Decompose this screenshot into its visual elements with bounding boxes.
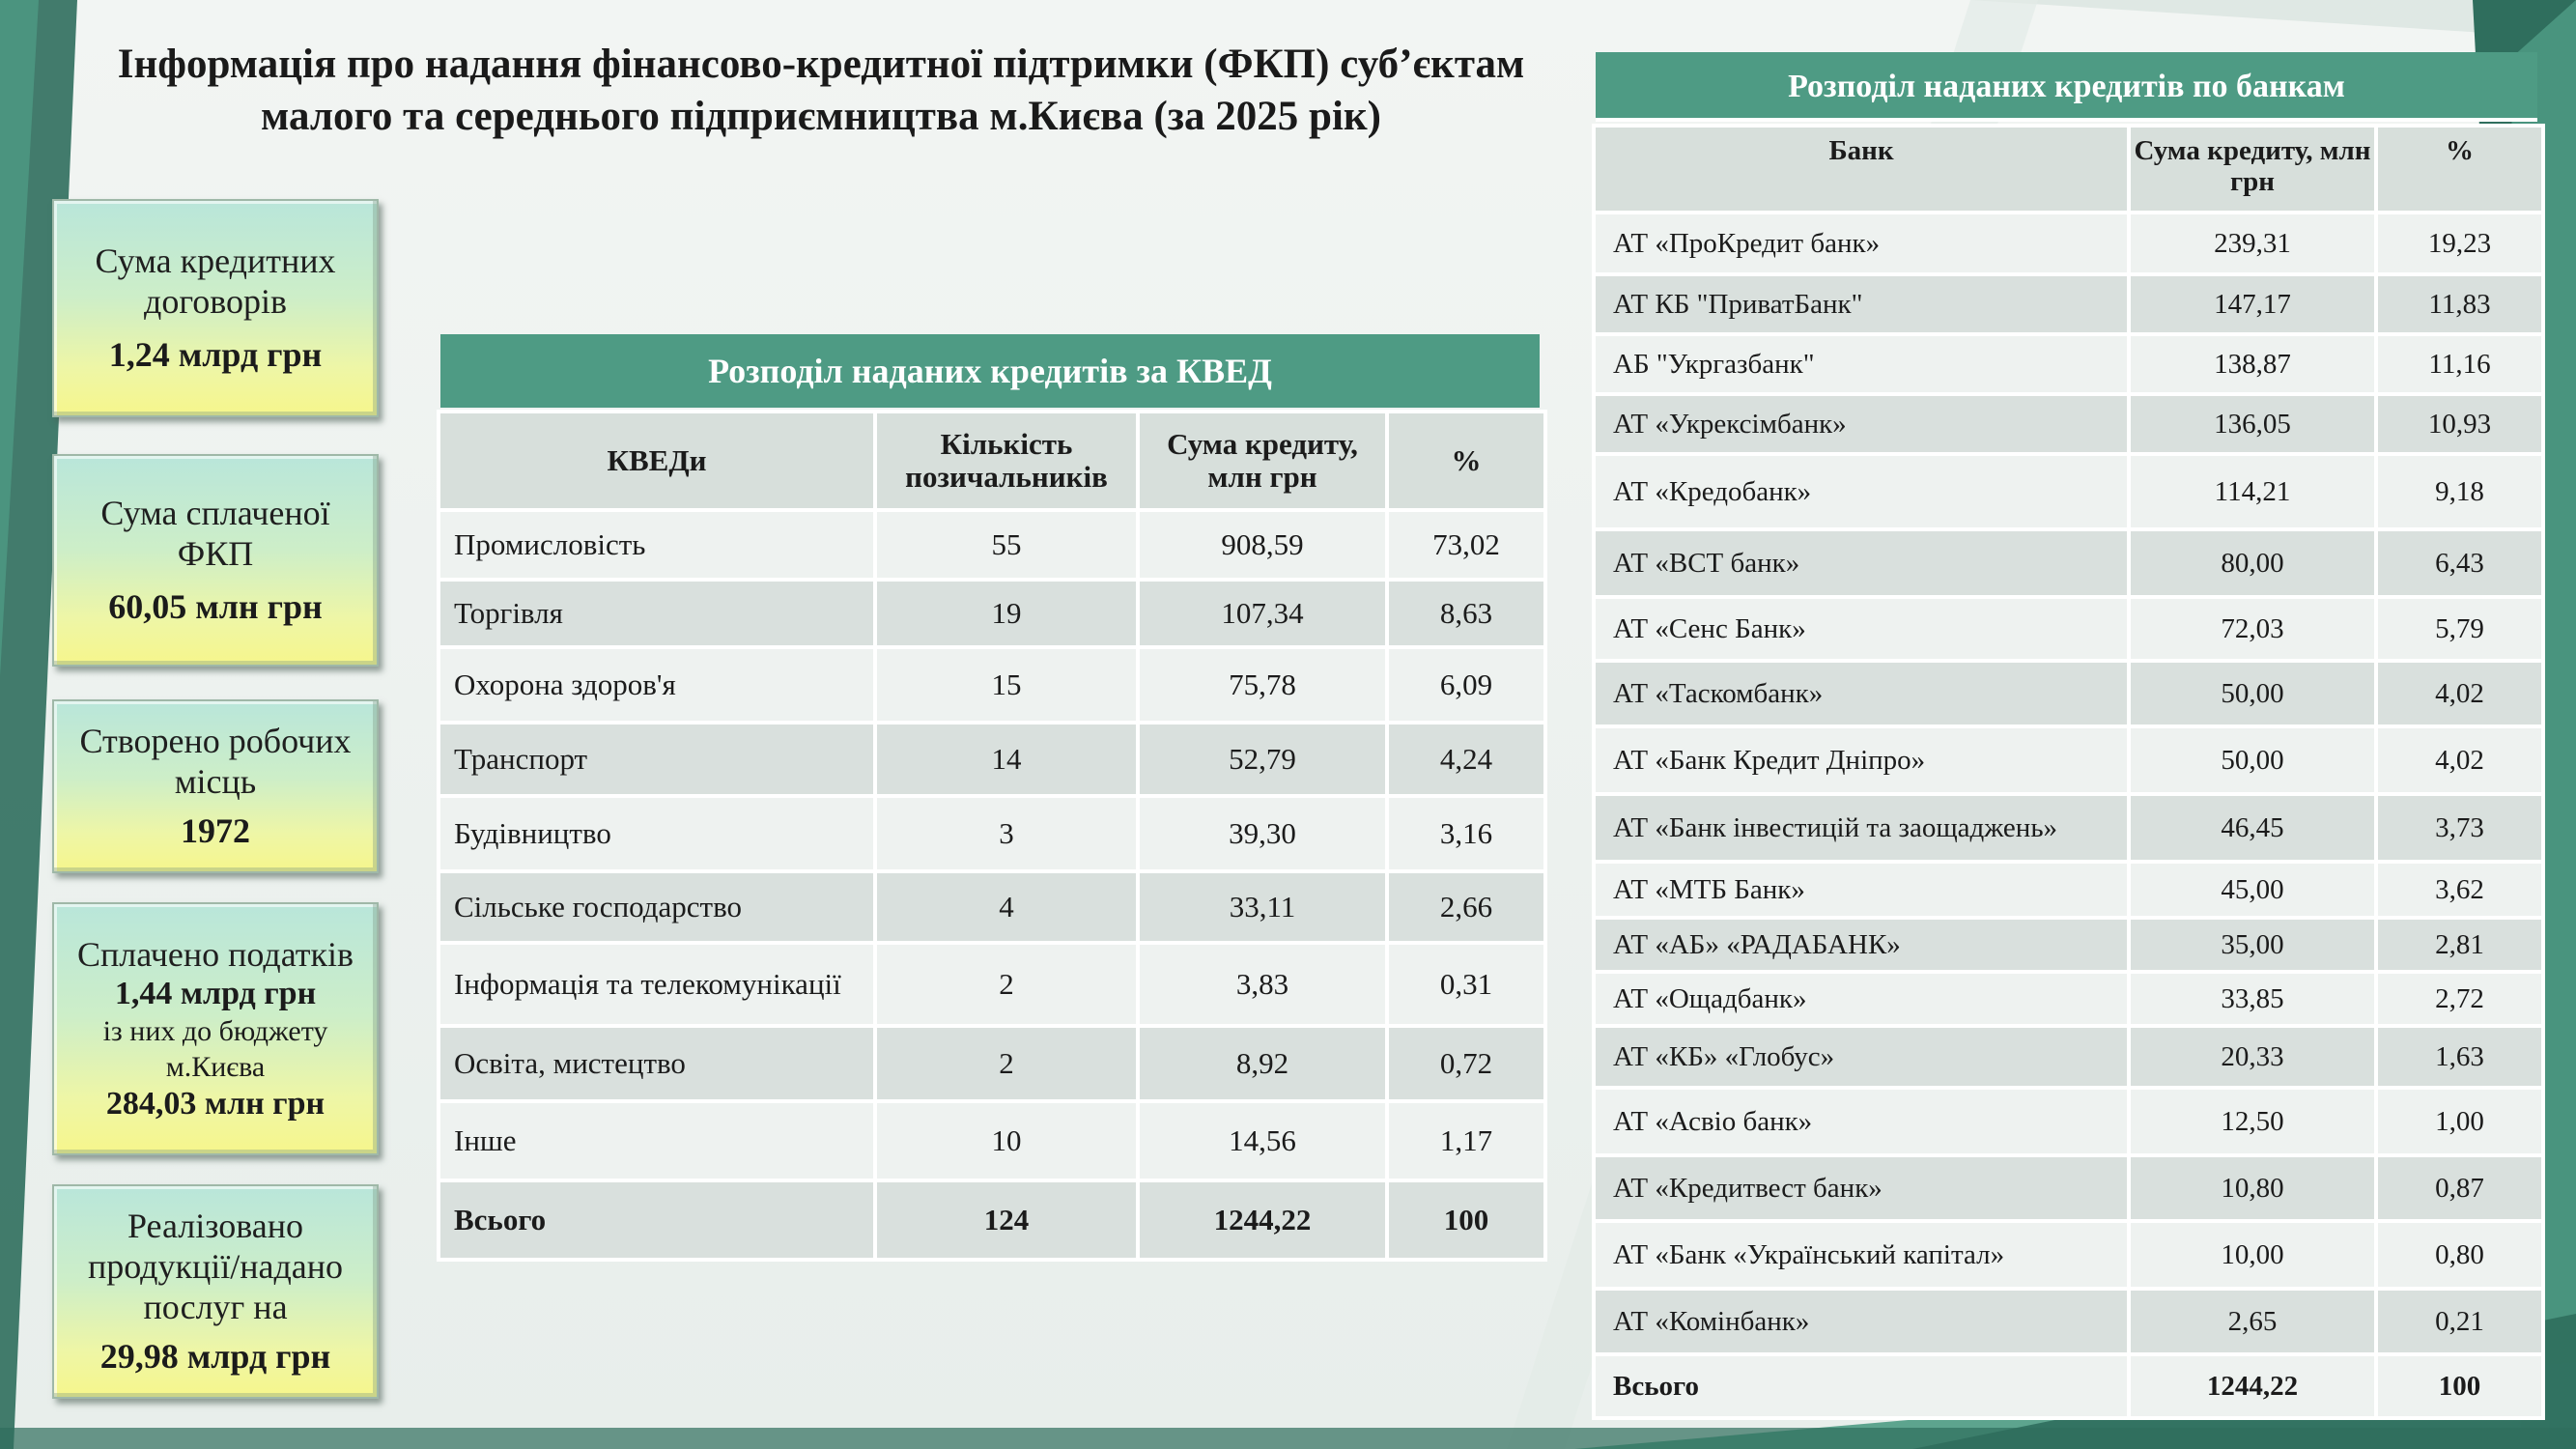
- cell-amount: 3,83: [1138, 943, 1387, 1026]
- table-row: [1594, 972, 2543, 1026]
- table-row: [439, 723, 1545, 796]
- stat-value: 29,98 млрд грн: [99, 1337, 331, 1376]
- table-row: [1594, 597, 2543, 661]
- title-line-1: Інформація про надання фінансово-кредитної підтримки (ФКП) суб’єктам: [117, 42, 1525, 87]
- cell-percent: 3,16: [1387, 796, 1545, 871]
- cell-bank: АТ «Таскомбанк»: [1594, 661, 2129, 726]
- cell-kved: Освіта, мистецтво: [439, 1026, 875, 1101]
- stat-label: Сума кредитних договорів: [95, 242, 336, 321]
- cell-bank: АБ "Укргазбанк": [1594, 334, 2129, 394]
- cell-bank: АТ «ПроКредит банк»: [1594, 213, 2129, 274]
- cell-amount: 45,00: [2129, 862, 2376, 918]
- cell-borrowers: 19: [875, 580, 1138, 647]
- table-total-row: [439, 1180, 1545, 1260]
- table-row: [1594, 1026, 2543, 1088]
- cell-percent: 0,72: [1387, 1026, 1545, 1101]
- stat-value-2: 284,03 млн грн: [105, 1086, 326, 1122]
- table-row: [1594, 1221, 2543, 1289]
- table-row: [439, 871, 1545, 943]
- cell-amount: 1244,22: [1138, 1180, 1387, 1260]
- cell-borrowers: 124: [875, 1180, 1138, 1260]
- table-row: [1594, 454, 2543, 529]
- kved-table: [437, 410, 1547, 1262]
- table-row: [1594, 1289, 2543, 1354]
- stat-value: 1972: [181, 811, 250, 850]
- column-header: КВЕДи: [439, 412, 875, 510]
- table-row: [439, 580, 1545, 647]
- cell-amount: 239,31: [2129, 213, 2376, 274]
- stat-sub-label: із них до бюджету м.Києва: [102, 1015, 328, 1083]
- cell-percent: 19,23: [2376, 213, 2543, 274]
- cell-percent: 0,87: [2376, 1155, 2543, 1221]
- cell-amount: 10,00: [2129, 1221, 2376, 1289]
- column-header: Сума кредиту, млн грн: [2129, 126, 2376, 213]
- column-header: %: [2376, 126, 2543, 213]
- table-row: [1594, 274, 2543, 334]
- cell-bank: Всього: [1594, 1354, 2129, 1418]
- cell-kved: Сільське господарство: [439, 871, 875, 943]
- cell-bank: АТ «Кредитвест банк»: [1594, 1155, 2129, 1221]
- cell-percent: 3,73: [2376, 794, 2543, 862]
- cell-amount: 80,00: [2129, 529, 2376, 597]
- cell-amount: 10,80: [2129, 1155, 2376, 1221]
- cell-bank: АТ «Кредобанк»: [1594, 454, 2129, 529]
- cell-percent: 0,80: [2376, 1221, 2543, 1289]
- cell-amount: 46,45: [2129, 794, 2376, 862]
- cell-percent: 4,02: [2376, 726, 2543, 794]
- bank-table-title: Розподіл наданих кредитів по банкам: [1596, 52, 2537, 122]
- table-row: [1594, 726, 2543, 794]
- cell-borrowers: 4: [875, 871, 1138, 943]
- cell-kved: Торгівля: [439, 580, 875, 647]
- cell-percent: 2,72: [2376, 972, 2543, 1026]
- cell-percent: 2,81: [2376, 918, 2543, 972]
- stat-value: 1,24 млрд грн: [108, 335, 323, 374]
- cell-bank: АТ «Комінбанк»: [1594, 1289, 2129, 1354]
- cell-borrowers: 2: [875, 943, 1138, 1026]
- cell-amount: 8,92: [1138, 1026, 1387, 1101]
- cell-amount: 35,00: [2129, 918, 2376, 972]
- column-header: Банк: [1594, 126, 2129, 213]
- cell-amount: 50,00: [2129, 661, 2376, 726]
- stat-card-jobs-created: [52, 699, 379, 873]
- column-header: %: [1387, 412, 1545, 510]
- cell-bank: АТ «Банк інвестицій та заощаджень»: [1594, 794, 2129, 862]
- cell-percent: 10,93: [2376, 394, 2543, 454]
- cell-borrowers: 55: [875, 510, 1138, 580]
- table-row: [1594, 1155, 2543, 1221]
- cell-percent: 3,62: [2376, 862, 2543, 918]
- table-total-row: [1594, 1354, 2543, 1418]
- cell-percent: 100: [1387, 1180, 1545, 1260]
- table-row: [439, 510, 1545, 580]
- table-row: [439, 796, 1545, 871]
- cell-amount: 20,33: [2129, 1026, 2376, 1088]
- cell-percent: 0,31: [1387, 943, 1545, 1026]
- cell-amount: 75,78: [1138, 647, 1387, 723]
- cell-amount: 33,85: [2129, 972, 2376, 1026]
- cell-percent: 100: [2376, 1354, 2543, 1418]
- table-row: [1594, 213, 2543, 274]
- cell-percent: 1,63: [2376, 1026, 2543, 1088]
- cell-amount: 1244,22: [2129, 1354, 2376, 1418]
- cell-borrowers: 14: [875, 723, 1138, 796]
- cell-percent: 5,79: [2376, 597, 2543, 661]
- cell-bank: АТ «АБ» «РАДАБАНК»: [1594, 918, 2129, 972]
- cell-percent: 1,17: [1387, 1101, 1545, 1180]
- stat-value: 1,44 млрд грн: [114, 976, 317, 1011]
- table-row: [439, 1101, 1545, 1180]
- cell-percent: 11,16: [2376, 334, 2543, 394]
- stat-label: Реалізовано продукції/надано послуг на: [87, 1207, 344, 1326]
- cell-amount: 33,11: [1138, 871, 1387, 943]
- column-header: Сума кредиту, млн грн: [1138, 412, 1387, 510]
- cell-amount: 138,87: [2129, 334, 2376, 394]
- table-row: [439, 943, 1545, 1026]
- cell-bank: АТ КБ "ПриватБанк": [1594, 274, 2129, 334]
- cell-percent: 1,00: [2376, 1088, 2543, 1155]
- table-header-row: [1594, 126, 2543, 213]
- cell-borrowers: 10: [875, 1101, 1138, 1180]
- table-row: [1594, 794, 2543, 862]
- stat-value: 60,05 млн грн: [108, 587, 323, 626]
- bank-table: [1592, 124, 2545, 1420]
- cell-kved: Транспорт: [439, 723, 875, 796]
- cell-amount: 147,17: [2129, 274, 2376, 334]
- cell-amount: 50,00: [2129, 726, 2376, 794]
- cell-bank: АТ «Сенс Банк»: [1594, 597, 2129, 661]
- cell-percent: 9,18: [2376, 454, 2543, 529]
- cell-kved: Промисловість: [439, 510, 875, 580]
- stat-label: Сума сплаченої ФКП: [100, 494, 330, 573]
- cell-amount: 908,59: [1138, 510, 1387, 580]
- cell-percent: 6,09: [1387, 647, 1545, 723]
- cell-kved: Будівництво: [439, 796, 875, 871]
- cell-amount: 114,21: [2129, 454, 2376, 529]
- cell-amount: 14,56: [1138, 1101, 1387, 1180]
- cell-percent: 2,66: [1387, 871, 1545, 943]
- table-row: [1594, 1088, 2543, 1155]
- cell-percent: 4,02: [2376, 661, 2543, 726]
- cell-amount: 107,34: [1138, 580, 1387, 647]
- cell-amount: 39,30: [1138, 796, 1387, 871]
- cell-borrowers: 3: [875, 796, 1138, 871]
- cell-borrowers: 15: [875, 647, 1138, 723]
- cell-percent: 6,43: [2376, 529, 2543, 597]
- cell-percent: 8,63: [1387, 580, 1545, 647]
- cell-kved: Інше: [439, 1101, 875, 1180]
- stat-card-paid-fkp: [52, 454, 379, 667]
- table-row: [1594, 862, 2543, 918]
- column-header: Кількість позичальників: [875, 412, 1138, 510]
- kved-table-title: Розподіл наданих кредитів за КВЕД: [440, 334, 1540, 408]
- cell-amount: 136,05: [2129, 394, 2376, 454]
- cell-bank: АТ «Банк Кредит Дніпро»: [1594, 726, 2129, 794]
- cell-percent: 4,24: [1387, 723, 1545, 796]
- cell-percent: 73,02: [1387, 510, 1545, 580]
- table-row: [1594, 394, 2543, 454]
- stat-card-taxes-paid: [52, 902, 379, 1155]
- cell-bank: АТ «Укрексімбанк»: [1594, 394, 2129, 454]
- cell-percent: 0,21: [2376, 1289, 2543, 1354]
- cell-bank: АТ «КБ» «Глобус»: [1594, 1026, 2129, 1088]
- table-header-row: [439, 412, 1545, 510]
- stat-card-credit-sum: [52, 199, 379, 417]
- stat-label: Сплачено податків: [77, 935, 354, 974]
- cell-amount: 2,65: [2129, 1289, 2376, 1354]
- page-title: [58, 39, 1584, 143]
- cell-kved: Всього: [439, 1180, 875, 1260]
- cell-percent: 11,83: [2376, 274, 2543, 334]
- cell-bank: АТ «Ощадбанк»: [1594, 972, 2129, 1026]
- table-row: [439, 647, 1545, 723]
- cell-amount: 72,03: [2129, 597, 2376, 661]
- cell-bank: АТ «ВСТ банк»: [1594, 529, 2129, 597]
- cell-kved: Охорона здоров'я: [439, 647, 875, 723]
- title-line-2: малого та середнього підприємництва м.Києва (за 2025 рік): [260, 94, 1382, 139]
- table-row: [1594, 334, 2543, 394]
- cell-amount: 12,50: [2129, 1088, 2376, 1155]
- cell-borrowers: 2: [875, 1026, 1138, 1101]
- stat-label: Створено робочих місць: [79, 722, 352, 801]
- cell-kved: Інформація та телекомунікації: [439, 943, 875, 1026]
- table-row: [439, 1026, 1545, 1101]
- table-row: [1594, 529, 2543, 597]
- cell-bank: АТ «МТБ Банк»: [1594, 862, 2129, 918]
- cell-amount: 52,79: [1138, 723, 1387, 796]
- stat-card-products-sold: [52, 1184, 379, 1399]
- cell-bank: АТ «Асвіо банк»: [1594, 1088, 2129, 1155]
- table-row: [1594, 661, 2543, 726]
- table-row: [1594, 918, 2543, 972]
- cell-bank: АТ «Банк «Український капітал»: [1594, 1221, 2129, 1289]
